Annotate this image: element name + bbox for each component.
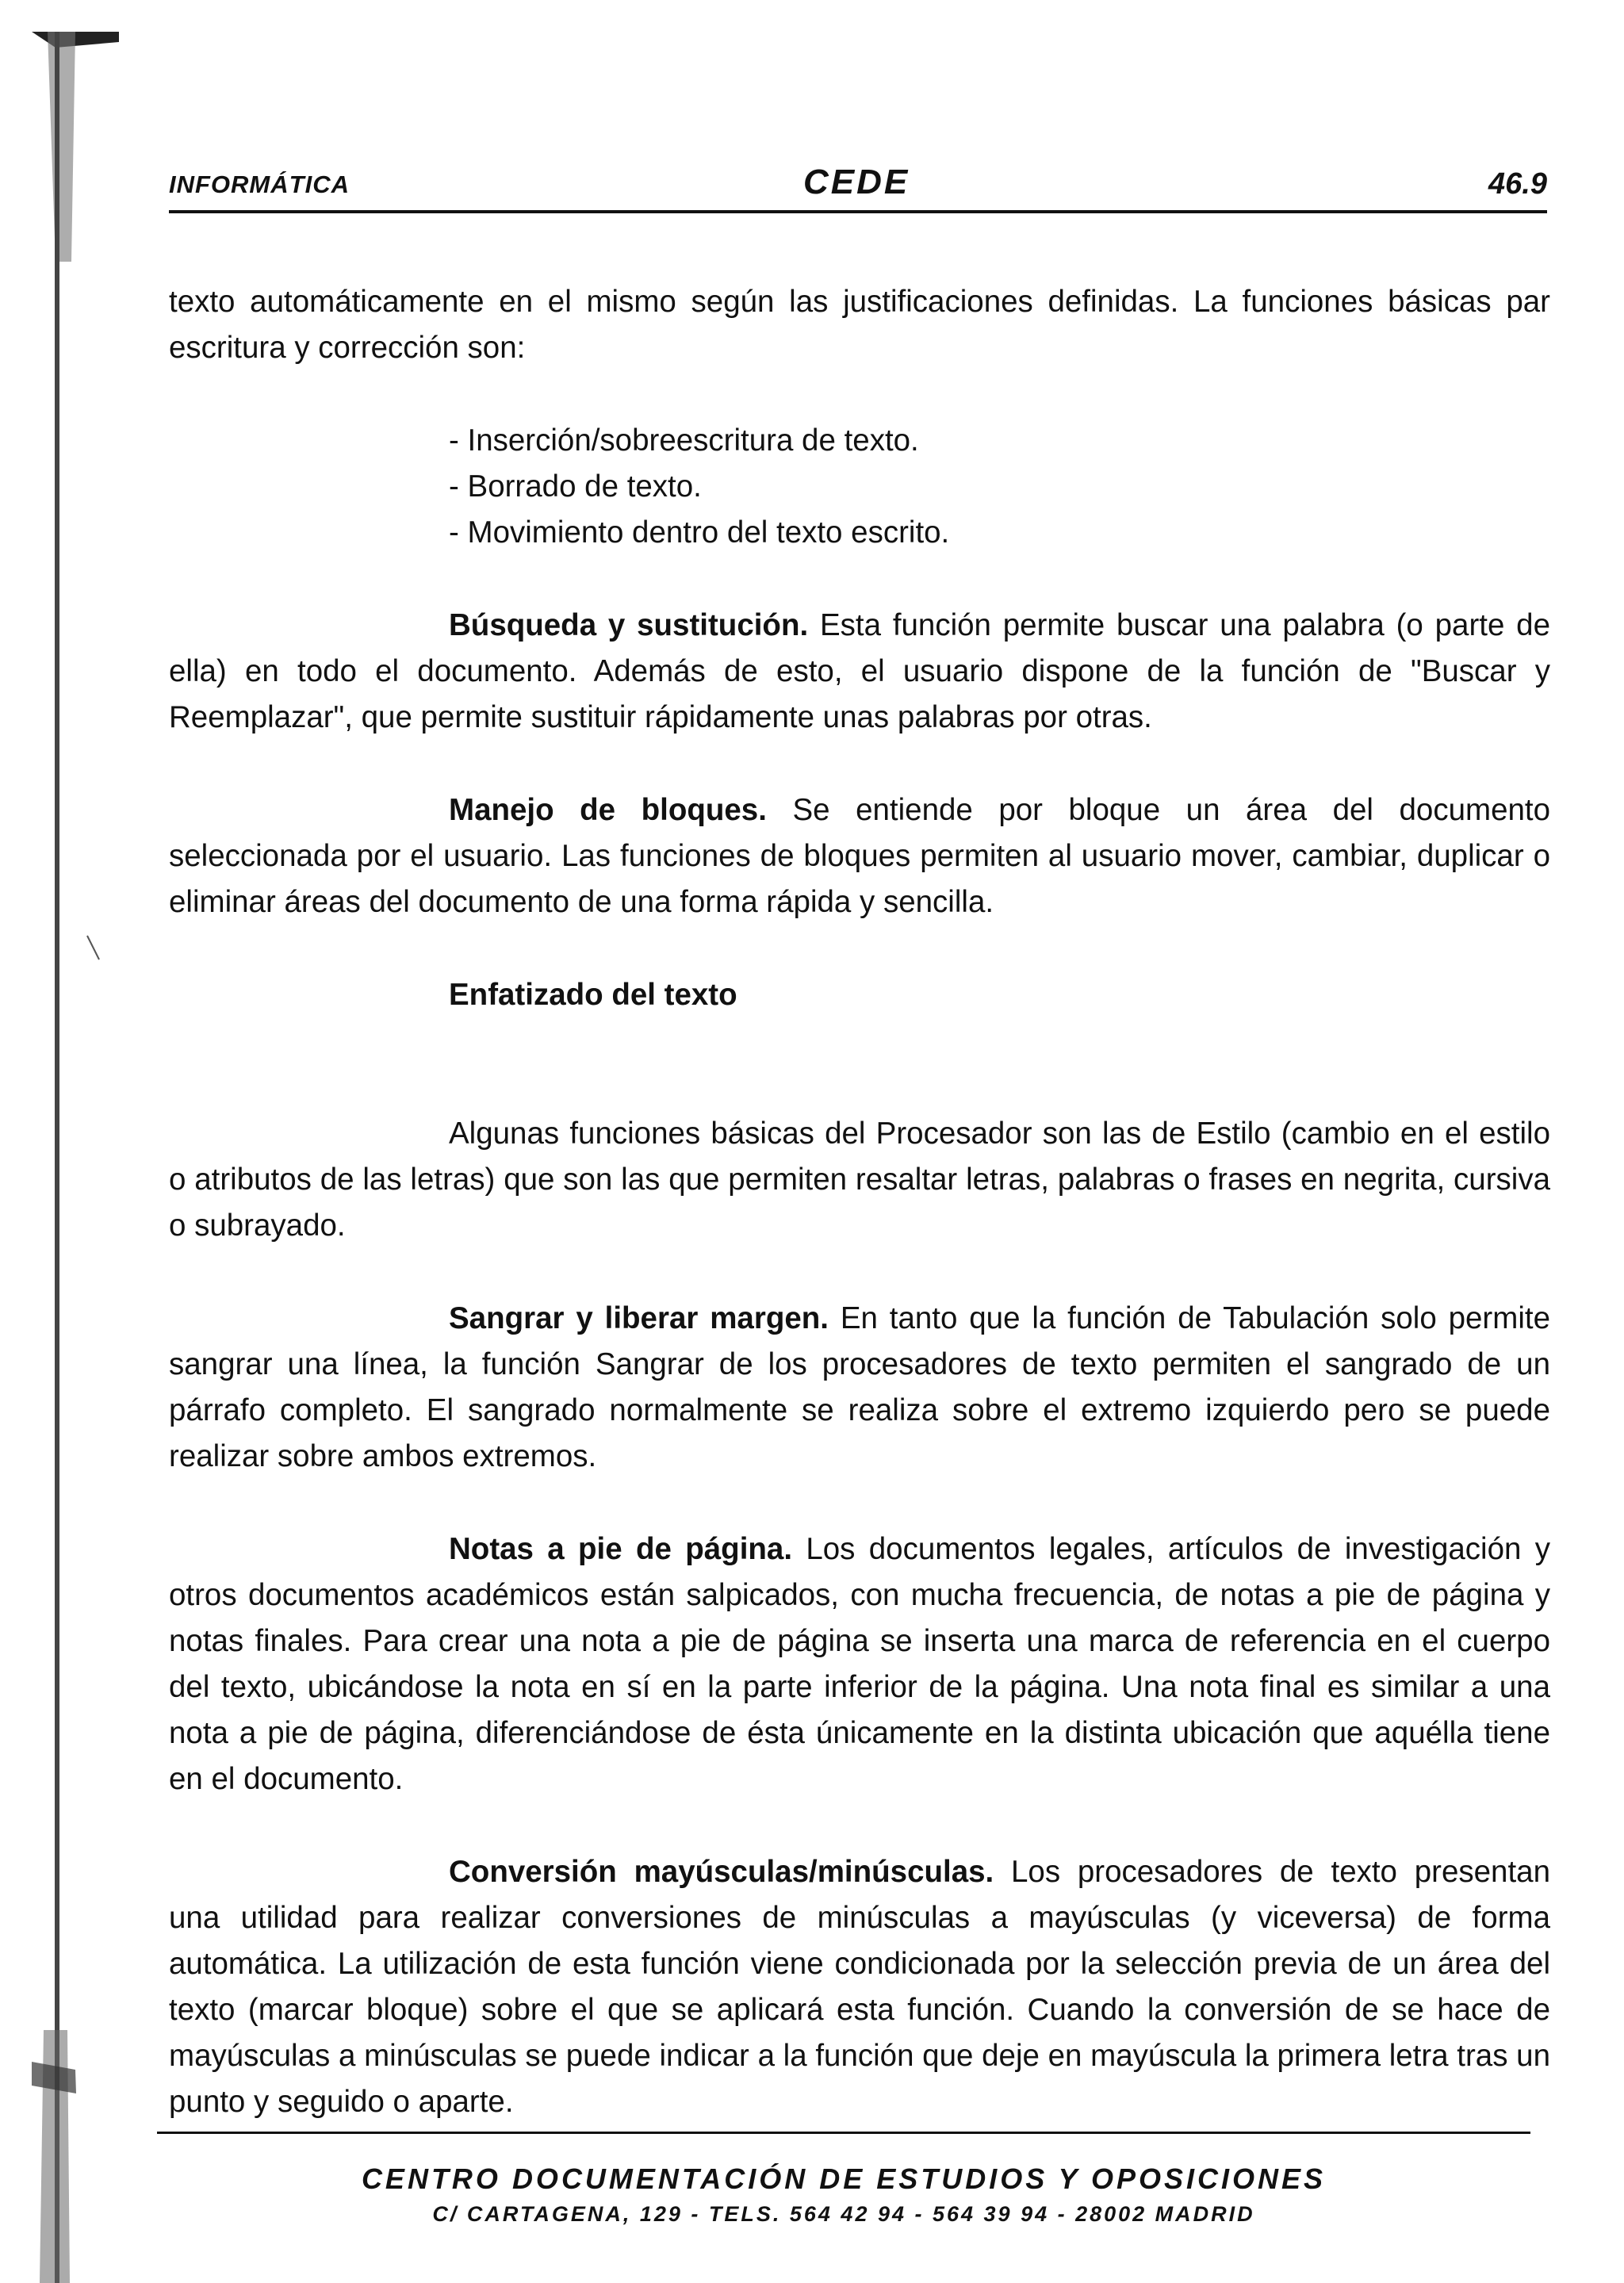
header-section-title: INFORMÁTICA xyxy=(169,170,350,198)
footer-divider xyxy=(157,2132,1530,2134)
list-item: - Movimiento dentro del texto escrito. xyxy=(449,515,950,550)
function-list xyxy=(449,418,1550,556)
paragraph-body: En tanto que la función de Tabulación solo permite sangrar una línea, la función Sangrar de los procesadores de texto permiten el sangrado de un párrafo completo. El sangrado normalmente se realiza sobre el extremo izquierdo pero se puede realizar sobre ambos extremos. xyxy=(169,1301,1550,1473)
paragraph-busqueda xyxy=(169,603,1550,741)
header-publisher-logo: CEDE xyxy=(803,163,910,201)
list-item: - Borrado de texto. xyxy=(449,469,702,504)
footer-address: C/ CARTAGENA, 129 - TELS. 564 42 94 - 564 39 94 - 28002 MADRID xyxy=(432,2202,1255,2226)
paragraph-conversion xyxy=(169,1849,1550,2125)
list-item: - Inserción/sobreescritura de texto. xyxy=(449,423,919,458)
header-page-number: 46.9 xyxy=(1488,167,1547,201)
paragraph-intro: texto automáticamente en el mismo según las justificaciones definidas. La funciones básicas par escritura y corrección son: xyxy=(169,285,1550,365)
paragraph-lead: Búsqueda y sustitución. xyxy=(449,608,809,642)
paragraph-body: Los procesadores de texto presentan una utilidad para realizar conversiones de minúsculas a mayúsculas (y viceversa) de forma automática. La utilización de esta función viene condicionada por la selección previa de un área del texto (marcar bloque) sobre el que se aplicará esta función. Cuando la conversión de se hace de mayúsculas a minúsculas se puede indicar a la función que deje en mayúscula la primera letra tras un punto y seguido o aparte. xyxy=(169,1855,1550,2119)
paragraph-sangrar xyxy=(169,1296,1550,1480)
paragraph-lead: Manejo de bloques. xyxy=(449,793,767,827)
paragraph-lead: Conversión mayúsculas/minúsculas. xyxy=(449,1855,994,1889)
paragraph-notas xyxy=(169,1526,1550,1802)
page-header xyxy=(169,163,1547,213)
paragraph-body: Se entiende por bloque un área del documento seleccionada por el usuario. Las funciones de bloques permiten al usuario mover, cambiar, duplicar o eliminar áreas del documento de una forma rápida y sencilla. xyxy=(169,793,1551,919)
footer-organization: CENTRO DOCUMENTACIÓN DE ESTUDIOS Y OPOSICIONES xyxy=(361,2162,1327,2195)
paragraph-lead: Notas a pie de página. xyxy=(449,1532,793,1566)
scan-binding-edge xyxy=(0,0,119,2283)
section-heading: Enfatizado del texto xyxy=(449,978,737,1012)
page-footer xyxy=(157,2160,1530,2230)
paragraph-body: Los documentos legales, artículos de investigación y otros documentos académicos están salpicados, con mucha frecuencia, de notas a pie de página y notas finales. Para crear una nota a pie de página se inserta una marca de referencia en el cuerpo del texto, ubicándose la nota en sí en la parte inferior de la página. Una nota final es similar a una nota a pie de página, diferenciándose de ésta únicamente en la distinta ubicación que aquélla tiene en el documento. xyxy=(169,1532,1550,1796)
paragraph-lead: Sangrar y liberar margen. xyxy=(449,1301,829,1335)
paragraph-body: Esta función permite buscar una palabra (o parte de ella) en todo el documento. Además de esto, el usuario dispone de la función de "Buscar y Reemplazar", que permite sustituir rápidamente unas palabras por otras. xyxy=(169,608,1550,734)
document-body xyxy=(169,279,1550,2172)
paragraph-bloques xyxy=(169,787,1550,925)
paragraph-estilo: Algunas funciones básicas del Procesador son las de Estilo (cambio en el estilo o atributos de las letras) que son las que permiten resaltar letras, palabras o frases en negrita, cursiva o subrayado. xyxy=(169,1117,1550,1243)
